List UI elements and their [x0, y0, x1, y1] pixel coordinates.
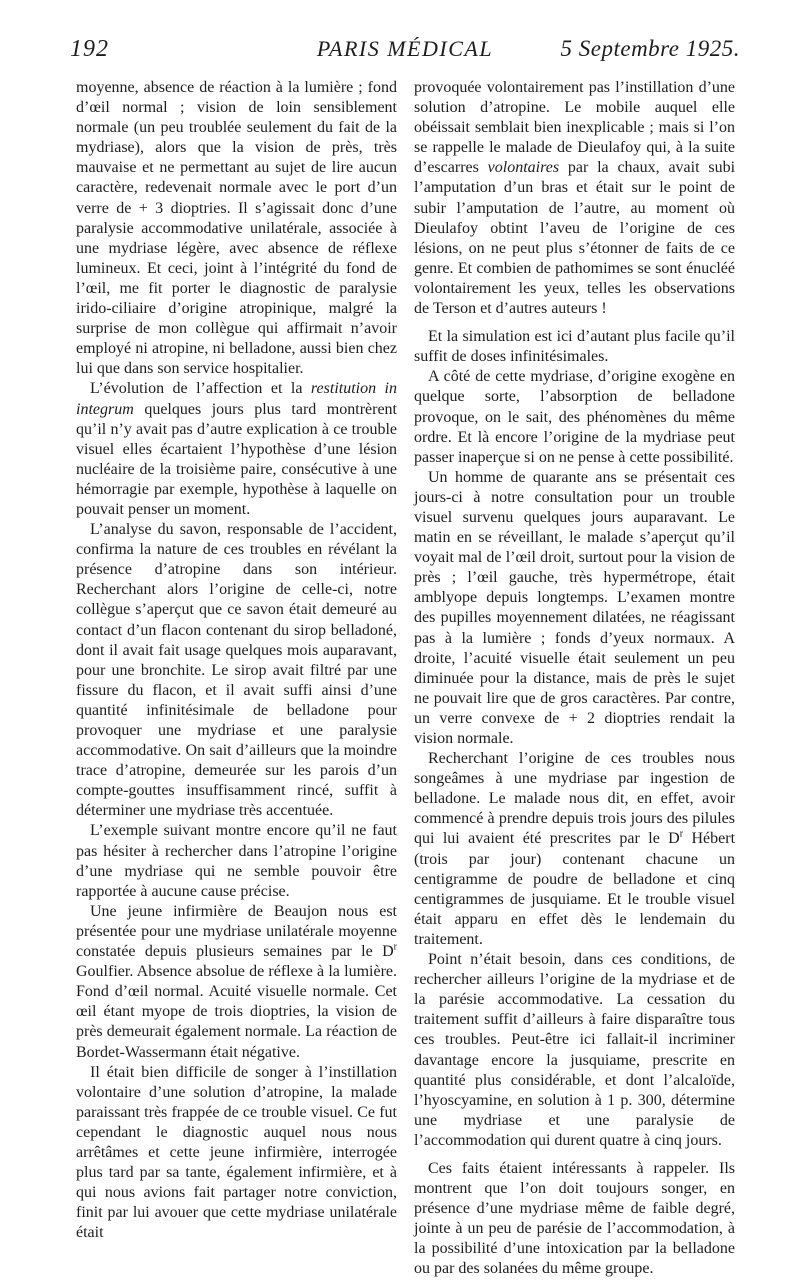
paragraph: Un homme de quarante ans se présentait ces jours-ci à notre consultation pour un trouble visuel survenu quelques jours auparavant. Le matin en se réveillant, le malade s’aperçut qu’il voyait mal de l’œil droit, surtout pour la vision de près ; l’œil gauche, très hypermétrope, était amblyope depuis longtemps. L’examen montre des pupilles moyennement dilatées, ne réagissant pas à la lumière ; fonds d’yeux normaux. A droite, l’acuité visuelle était seulement un peu diminuée pour la distance, mais de près le sujet ne pouvait lire que de gros caractères. Par contre, un verre convexe de + 2 dioptries rendait la vision normale.	[414, 468, 735, 747]
paragraph	[414, 78, 735, 319]
latin-phrase: restitution in integrum	[76, 380, 397, 418]
paragraph	[76, 902, 397, 1063]
paragraph: Ces faits étaient intéressants à rappeler. Ils montrent que l’on doit toujours songer, en présence d’une mydriase même de faible degré, jointe à un peu de parésie de l’accommodation, à la possibilité d’une intoxication par la belladone ou par des solanées du même groupe.	[414, 1159, 735, 1278]
paragraph: Et la simulation est ici d’autant plus facile qu’il suffit de doses infinitésimales.	[414, 328, 735, 366]
superscript: r	[679, 829, 684, 841]
paragraph-text: par la chaux, avait subi l’amputation d’un bras et était sur le point de subir l’amputation de l’autre, au moment où Dieulafoy obtint l’aveu de l’origine de ces lésions, on ne peut plus s’étonner de faits de ce genre. Et combien de pathomimes se sont énucléé volontairement les yeux, telles les observations de Terson et d’autres auteurs !	[414, 159, 736, 318]
paragraph-text: Goulfier. Absence absolue de réflexe à la lumière. Fond d’œil normal. Acuité visuelle normale. Cet œil étant myope de trois dioptries, la vision de près demeurait également normale. La réaction de Bordet-Wassermann était négative.	[76, 963, 397, 1061]
paragraph: moyenne, absence de réaction à la lumière ; fond d’œil normal ; vision de loin sensiblement normale (un peu troublée seulement du fait de la mydriase), alors que la vision de près, très mauvaise et ne permettant au sujet de lire aucun caractère, redevenait normale avec le port d’un verre de + 3 dioptries. Il s’agissait donc d’une paralysie accommodative unilatérale, associée à une mydriase légère, avec absence de réflexe lumineux. Et ceci, joint à l’intégrité du fond de l’œil, me fit porter le diagnostic de paralysie irido-ciliaire d’origine atropinique, malgré la surprise de mon collègue qui affirmait n’avoir employé ni atropine, ni belladone, aussi bien chez lui que dans son service hospitalier.	[76, 79, 397, 378]
article-body	[76, 78, 736, 1278]
page-number: 192	[70, 36, 109, 62]
right-column	[414, 78, 735, 1280]
left-column	[76, 78, 397, 1243]
paragraph	[76, 379, 397, 520]
emphasis: volontaires	[487, 159, 560, 177]
paragraph: L’analyse du savon, responsable de l’accident, confirma la nature de ces troubles en révélant la présence d’atropine dans son intérieur. Recherchant alors l’origine de celle-ci, notre collègue s’aperçut que ce savon était demeuré au contact d’un flacon contenant du sirop belladoné, dont il avait fait usage quelques mois auparavant, pour une bronchite. Le sirop avait filtré par une fissure du flacon, et il avait suffi ainsi d’une quantité infinitésimale de belladone pour provoquer une mydriase et une paralysie accommodative. On sait d’ailleurs que la moindre trace d’atropine, demeurée sur les parois d’un compte-gouttes insuffisamment rincé, suffit à déterminer une mydriase très accentuée.	[76, 521, 397, 820]
superscript: r	[393, 941, 397, 953]
paragraph-text: Une jeune infirmière de Beaujon nous est présentée pour une mydriase unilatérale moyenne constatée depuis plusieurs semaines par le D	[76, 902, 397, 961]
paragraph	[414, 749, 735, 950]
paragraph: A côté de cette mydriase, d’origine exogène en quelque sorte, l’absorption de belladone provoque, on le sait, des phénomènes du même ordre. Et là encore l’origine de la mydriase peut passer inaperçue si on ne pense à cette possibilité.	[414, 368, 735, 466]
paragraph: L’exemple suivant montre encore qu’il ne faut pas hésiter à rechercher dans l’atropine l’origine d’une mydriase qui ne semble pouvoir être rapportée à aucune cause précise.	[76, 822, 397, 900]
paragraph-text: quelques jours plus tard montrèrent qu’il n’y avait pas d’autre explication à ce trouble visuel elles écartaient l’hypothèse d’une lésion nucléaire de la troisième paire, consécutive à une hémorragie par exemple, hypothèse à laquelle on pouvait penser un moment.	[76, 400, 398, 518]
journal-title: PARIS MÉDICAL	[316, 36, 494, 61]
paragraph: Il était bien difficile de songer à l’instillation volontaire d’une solution d’atropine, la malade paraissant très frappée de ce trouble visuel. Ce fut cependant le diagnostic auquel nous nous arrêtâmes et cette jeune infirmière, interrogée plus tard par sa tante, également infirmière, et à qui nous avions fait partager notre conviction, finit par lui avouer que cette mydriase unilatérale était	[76, 1063, 397, 1242]
paragraph-text: L’évolution de l’affection et la	[90, 380, 303, 398]
paragraph: Point n’était besoin, dans ces conditions, de rechercher ailleurs l’origine de la mydriase et de la parésie accommodative. La cessation du traitement suffit d’ailleurs à faire disparaître tous ces troubles. Peut-être ici fallait-il incriminer davantage encore la jusquiame, prescrite en quantité plus considérable, et dont l’alcaloïde, l’hyoscyamine, en solution à 1 p. 300, détermine une mydriase et une paralysie de l’accommodation qui durent quatre à cinq jours.	[414, 951, 735, 1149]
paragraph-text: provoquée volontairement pas l’instillation d’une solution d’atropine. Le mobile auquel elle obéissait semblait bien inexplicable ; mais si l’on se rappelle le malade de Dieulafoy qui, à la suite d’escarres	[414, 79, 735, 177]
paragraph-text: Hébert (trois par jour) contenant chacune un centigramme de poudre de belladone et cinq centigrammes de jusquiame. Et le trouble visuel était apparu en effet dès le lendemain du traitement.	[414, 830, 736, 948]
issue-date: 5 Septembre 1925.	[560, 36, 740, 61]
running-header	[70, 36, 740, 66]
paragraph-text: Recherchant l’origine de ces troubles nous songeâmes à une mydriase par ingestion de belladone. Le malade nous dit, en effet, avoir commencé à prendre depuis trois jours des pilules qui lui avaient été prescrites par le D	[414, 750, 735, 848]
